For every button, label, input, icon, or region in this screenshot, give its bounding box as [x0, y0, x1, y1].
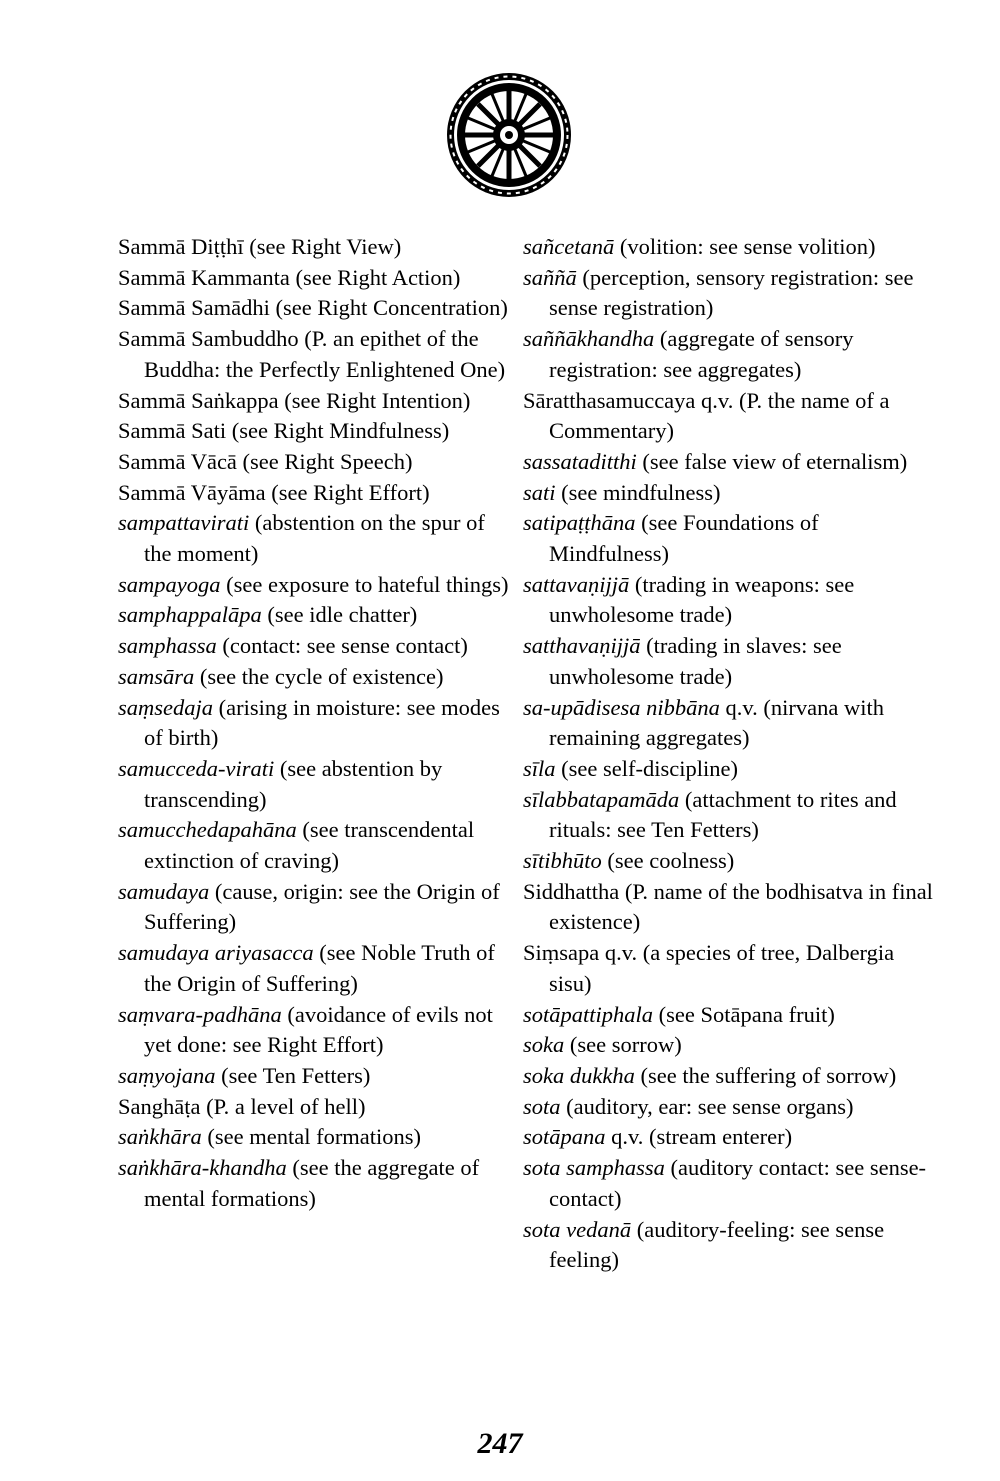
entry-gloss: (see the aggregate of mental formations) — [144, 1155, 480, 1211]
entry-gloss: (P. an epithet of the Buddha: the Perfectly Enlightened One) — [144, 326, 506, 382]
glossary-entry — [118, 600, 516, 631]
glossary-entry — [118, 570, 516, 601]
entry-gloss: (avoidance of evils not yet done: see Right Effort) — [144, 1001, 493, 1058]
glossary-entry — [523, 1000, 933, 1031]
glossary-entry — [523, 386, 933, 447]
glossary-entry — [118, 693, 516, 754]
entry-gloss: (see Right View) — [249, 234, 402, 259]
entry-gloss: (trading in weapons: see unwholesome trade) — [549, 571, 855, 628]
entry-gloss: (contact: see sense contact) — [222, 633, 468, 659]
entry-term: Sammā Vācā — [118, 448, 237, 474]
entry-term: sītibhūto — [523, 848, 602, 874]
glossary-entry — [523, 478, 933, 509]
entry-gloss: (abstention on the spur of the moment) — [144, 510, 485, 567]
entry-term: sotāpana — [523, 1124, 606, 1150]
entry-term: samudaya ariyasacca — [118, 940, 314, 966]
entry-gloss: (see sorrow) — [569, 1032, 682, 1058]
entry-gloss: (P. name of the bodhisatva in final existence) — [549, 878, 933, 935]
entry-gloss: (see Right Concentration) — [275, 295, 508, 321]
entry-gloss: (see Ten Fetters) — [221, 1062, 371, 1088]
glossary-entry — [118, 232, 516, 263]
entry-term: sampattavirati — [118, 510, 250, 536]
entry-gloss: (auditory contact: see sense-contact) — [549, 1155, 927, 1211]
entry-term: sota vedanā — [523, 1216, 632, 1242]
entry-gloss: (see Right Intention) — [284, 387, 471, 413]
glossary-entry — [523, 447, 933, 478]
entry-gloss: (see abstention by transcending) — [144, 755, 443, 812]
entry-term: Sammā Diṭṭhī — [118, 234, 244, 259]
glossary-left-column — [118, 232, 516, 1215]
glossary-entry — [523, 1030, 933, 1061]
glossary-entry — [118, 754, 516, 815]
glossary-entry — [118, 416, 516, 447]
glossary-entry — [523, 631, 933, 692]
page-number: 247 — [477, 1427, 523, 1460]
entry-term: satipaṭṭhāna — [523, 510, 636, 536]
entry-gloss: (see Right Speech) — [242, 448, 413, 474]
entry-gloss: (see the cycle of existence) — [199, 663, 444, 689]
glossary-entry — [523, 232, 933, 263]
entry-term: Sammā Vāyāma — [118, 479, 266, 505]
glossary-entry — [118, 1092, 516, 1123]
entry-gloss: (see Right Action) — [295, 264, 461, 290]
entry-term: samphassa — [118, 633, 217, 659]
entry-term: sassataditthi — [523, 448, 637, 474]
glossary-entry — [118, 508, 516, 569]
glossary-entry — [118, 662, 516, 693]
entry-term: Sammā Sambuddho — [118, 326, 299, 352]
glossary-entry — [523, 1153, 933, 1214]
glossary-entry — [118, 1122, 516, 1153]
entry-gloss: (P. a level of hell) — [206, 1093, 366, 1119]
entry-term: satthavaṇijjā — [523, 633, 641, 659]
entry-gloss: (see mindfulness) — [561, 479, 721, 505]
entry-term: sota — [523, 1093, 561, 1119]
entry-gloss: (see mental formations) — [207, 1124, 422, 1150]
entry-gloss: (see transcendental extinction of craving) — [144, 817, 475, 874]
glossary-entry — [523, 1092, 933, 1123]
entry-term: samphappalāpa — [118, 602, 262, 628]
entry-term: sota samphassa — [523, 1155, 665, 1181]
entry-term: saññākhandha — [523, 326, 655, 352]
entry-gloss: q.v. (stream enterer) — [611, 1124, 793, 1150]
glossary-entry — [523, 508, 933, 569]
glossary-entry — [523, 754, 933, 785]
glossary-entry — [523, 846, 933, 877]
entry-term: sattavaṇijjā — [523, 571, 630, 597]
glossary-entry — [523, 1215, 933, 1276]
entry-gloss: (see Right Mindfulness) — [231, 418, 450, 444]
entry-term: Sammā Kammanta — [118, 264, 290, 290]
entry-term: sa-upādisesa nibbāna — [523, 694, 720, 720]
entry-term: samucchedapahāna — [118, 817, 297, 843]
entry-gloss: (auditory, ear: see sense organs) — [566, 1093, 854, 1119]
entry-term: saṅkhāra — [118, 1124, 202, 1150]
entry-term: Siṃsapa — [523, 940, 600, 966]
entry-term: Siddhattha — [523, 878, 620, 904]
entry-gloss: (attachment to rites and rituals: see Ten Fetters) — [549, 786, 897, 843]
entry-gloss: (see Right Effort) — [271, 479, 430, 505]
entry-gloss: (see self-discipline) — [561, 755, 738, 781]
entry-term: Sammā Samādhi — [118, 295, 270, 321]
entry-gloss: (aggregate of sensory registration: see aggregates) — [549, 326, 854, 382]
glossary-entry — [118, 1061, 516, 1092]
glossary-entry — [118, 631, 516, 662]
entry-gloss: (see false view of eternalism) — [642, 448, 908, 474]
dharma-wheel-icon — [444, 70, 574, 200]
glossary-entry — [523, 263, 933, 324]
entry-term: saṃvara-padhāna — [118, 1001, 282, 1027]
entry-term: sañcetanā — [523, 234, 615, 259]
glossary-entry — [523, 938, 933, 999]
entry-term: sati — [523, 479, 556, 505]
glossary-entry — [523, 570, 933, 631]
entry-gloss: (see coolness) — [607, 848, 735, 874]
entry-gloss: (see idle chatter) — [267, 602, 418, 628]
glossary-entry — [118, 1000, 516, 1061]
glossary-entry — [523, 693, 933, 754]
glossary-entry — [118, 1153, 516, 1214]
glossary-entry — [523, 324, 933, 385]
glossary-entry — [523, 1061, 933, 1092]
glossary-entry — [118, 877, 516, 938]
entry-gloss: (trading in slaves: see unwholesome trade) — [549, 633, 842, 689]
glossary-entry — [118, 478, 516, 509]
entry-term: sīla — [523, 755, 556, 781]
entry-gloss: (arising in moisture: see modes of birth) — [144, 694, 500, 751]
entry-term: samucceda-virati — [118, 755, 275, 781]
entry-term: Sanghāṭa — [118, 1093, 201, 1119]
entry-term: samudaya — [118, 878, 210, 904]
entry-gloss: (auditory-feeling: see sense feeling) — [549, 1216, 885, 1273]
entry-gloss: (volition: see sense volition) — [619, 234, 876, 259]
glossary-entry — [118, 263, 516, 294]
entry-term: saññā — [523, 264, 577, 290]
glossary-entry — [118, 815, 516, 876]
entry-gloss: q.v. (nirvana with remaining aggregates) — [549, 694, 884, 751]
glossary-entry — [118, 324, 516, 385]
entry-gloss: (see exposure to hateful things) — [226, 571, 509, 597]
glossary-right-column — [523, 232, 933, 1276]
glossary-entry — [118, 447, 516, 478]
entry-term: saṃsedaja — [118, 694, 213, 720]
glossary-entry — [523, 1122, 933, 1153]
entry-term: saṅkhāra-khandha — [118, 1155, 287, 1181]
entry-gloss: (see Sotāpana fruit) — [658, 1001, 835, 1027]
entry-gloss: (see Noble Truth of the Origin of Suffering) — [144, 940, 495, 996]
entry-term: sotāpattiphala — [523, 1001, 654, 1027]
entry-gloss: (see the suffering of sorrow) — [640, 1062, 897, 1088]
glossary-entry — [523, 785, 933, 846]
entry-term: saṃyojana — [118, 1062, 216, 1088]
glossary-entry — [523, 877, 933, 938]
entry-term: Sāratthasamuccaya — [523, 387, 696, 413]
entry-term: sampayoga — [118, 571, 221, 597]
entry-term: Sammā Sati — [118, 418, 227, 444]
entry-term: soka — [523, 1032, 565, 1058]
entry-term: soka dukkha — [523, 1062, 635, 1088]
entry-gloss: (perception, sensory registration: see sense registration) — [549, 264, 914, 321]
glossary-entry — [118, 938, 516, 999]
entry-gloss: q.v. (a species of tree, Dalbergia sisu) — [549, 940, 895, 996]
entry-term: samsāra — [118, 663, 195, 689]
entry-term: Sammā Saṅkappa — [118, 387, 279, 413]
glossary-entry — [118, 386, 516, 417]
entry-gloss: (see Foundations of Mindfulness) — [549, 510, 819, 567]
entry-gloss: (cause, origin: see the Origin of Suffering) — [144, 878, 500, 935]
glossary-entry — [118, 293, 516, 324]
entry-gloss: q.v. (P. the name of a Commentary) — [549, 387, 890, 444]
entry-term: sīlabbatapamāda — [523, 786, 680, 812]
